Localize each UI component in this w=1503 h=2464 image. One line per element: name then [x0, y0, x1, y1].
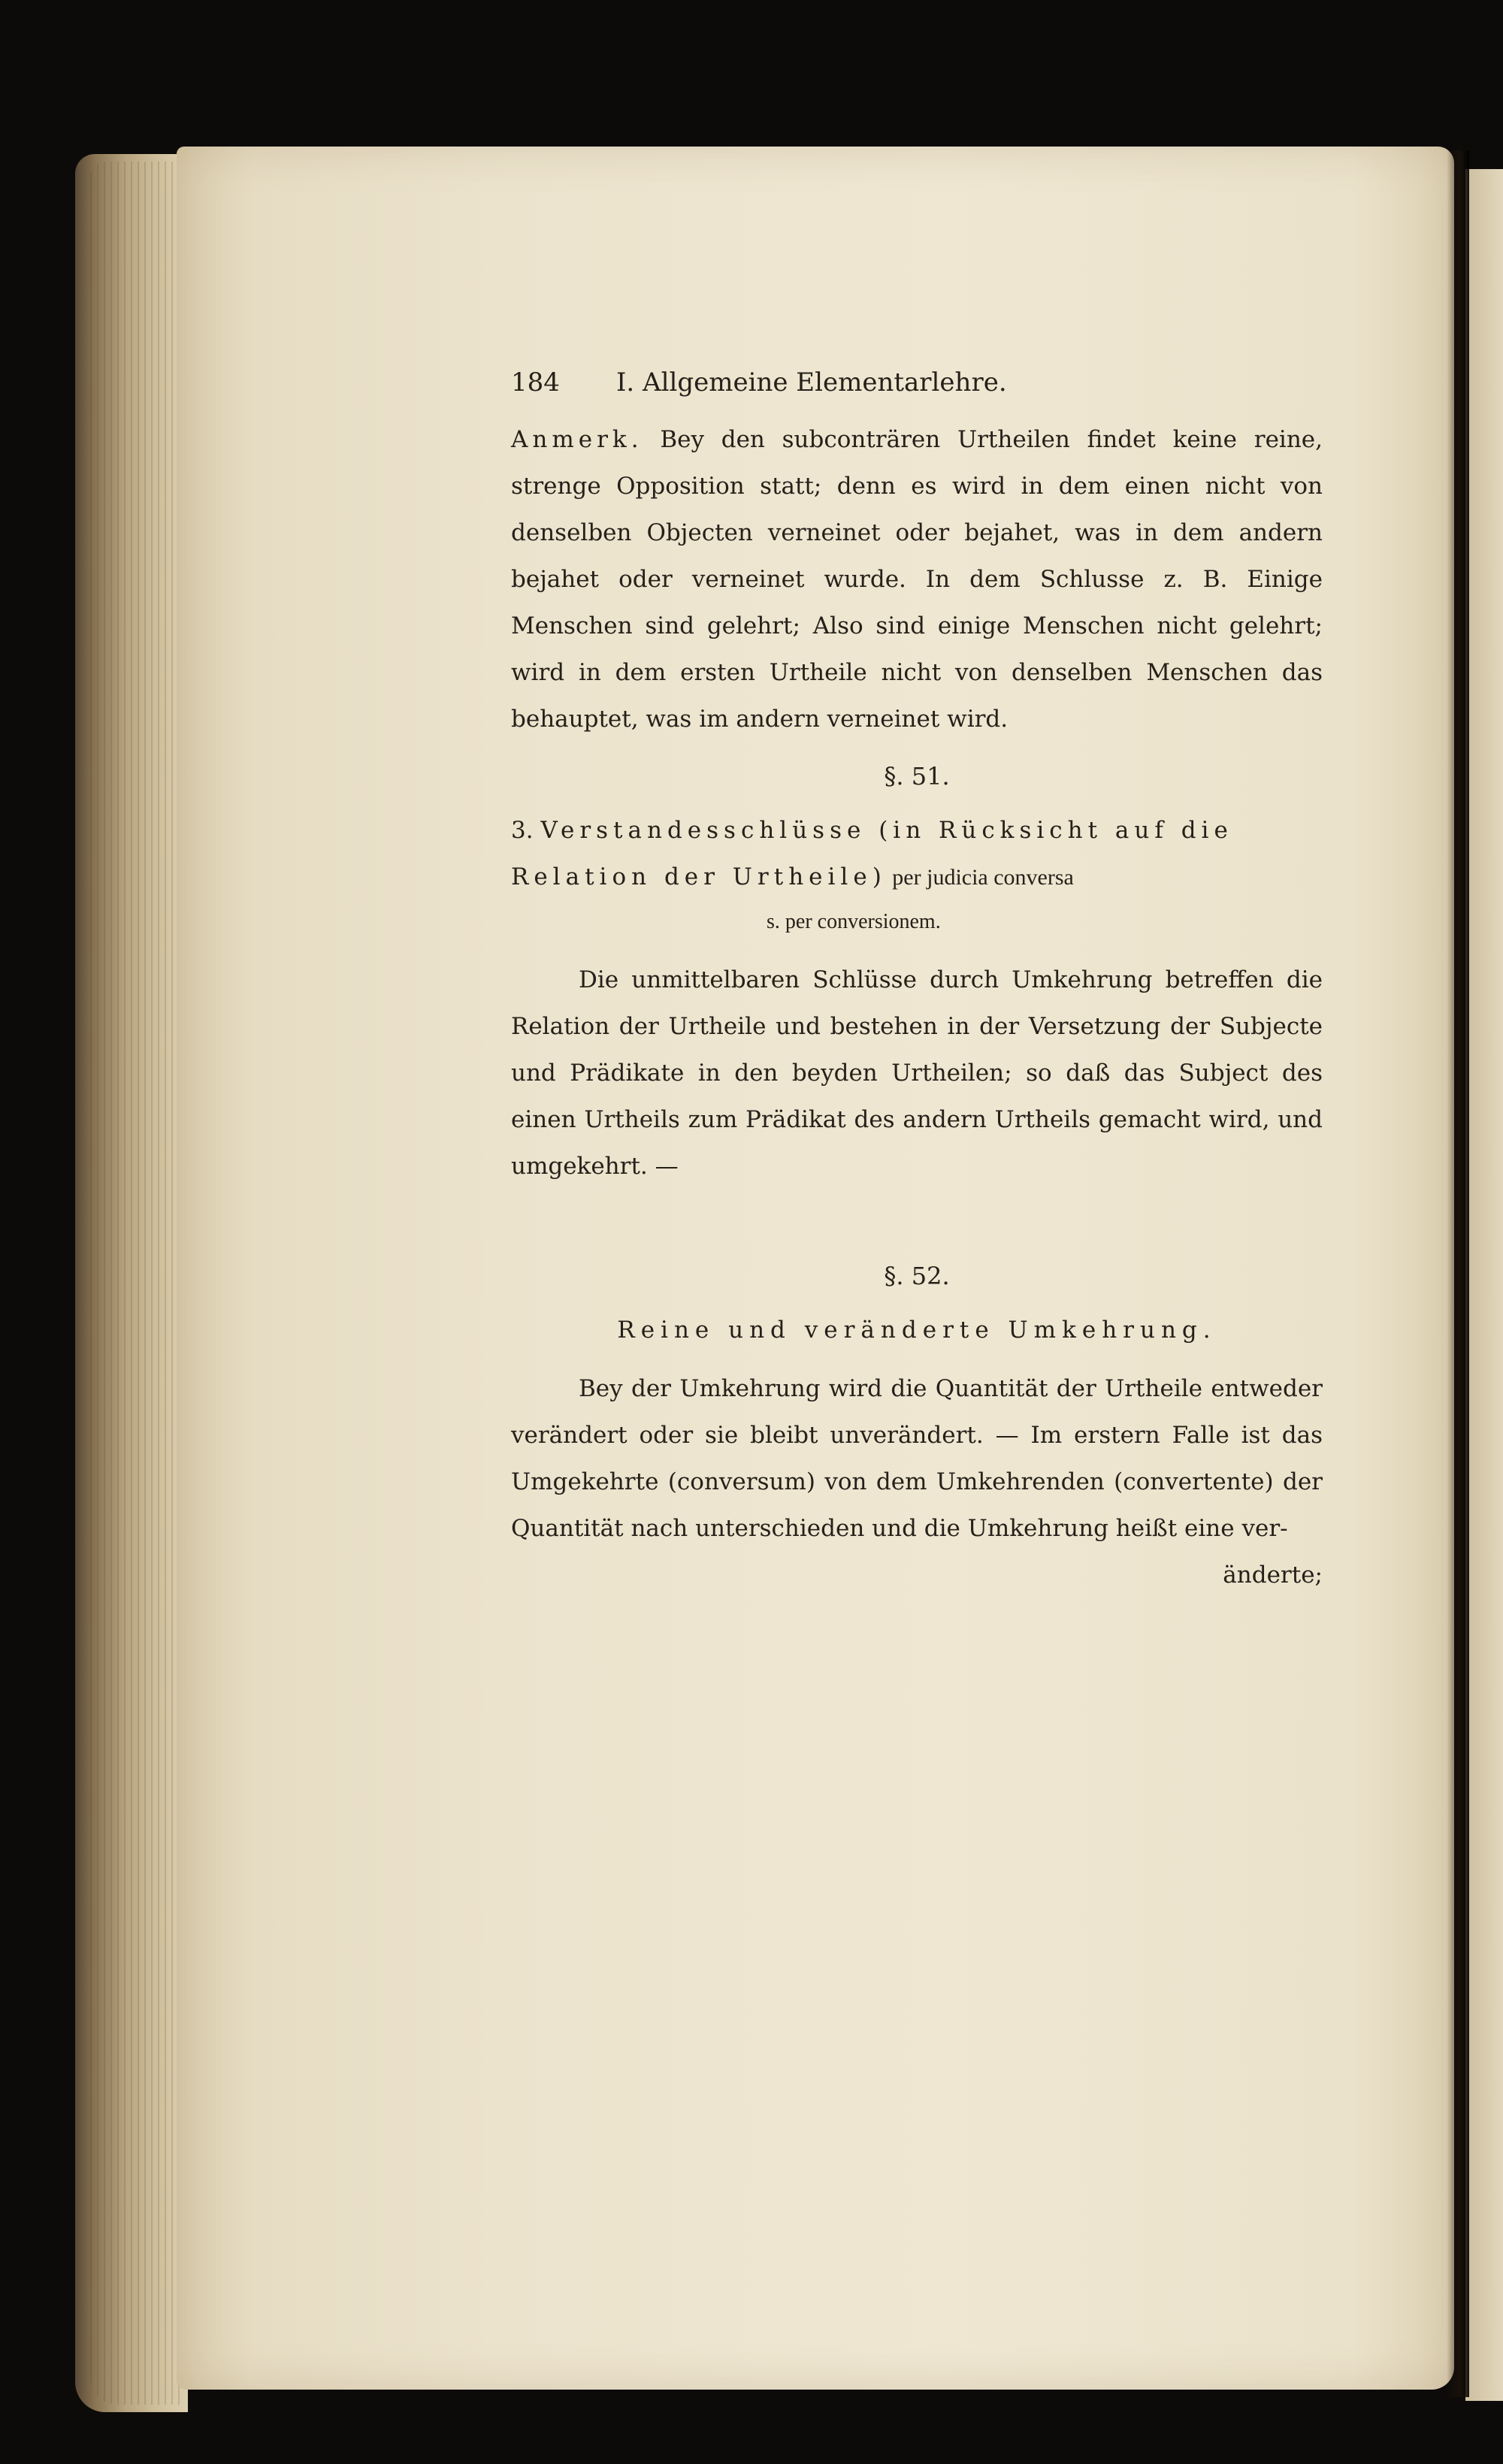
section-51-body: Die unmittelbaren Schlüsse durch Umkehrung betreffen die Relation der Urtheile und bestehen in der Versetzung der Subjecte und Prädikate in den beyden Urtheilen; so daß das Subject des einen Urtheils zum Prädikat des andern Urtheils gemacht wird, und umgekehrt. — [511, 966, 1323, 1180]
page-number: 184 [511, 367, 560, 398]
section-52-body: Bey der Umkehrung wird die Quantität der Urtheile entweder verändert oder sie bleibt unverändert. — Im erstern Falle ist das Umgekehrte (conversum) von dem Umkehrenden (convertente) der Quantität nach unterschieden und die Umkehrung heißt eine ver- [511, 1375, 1323, 1542]
section-51-heading-text: Verstandesschlüsse (in Rücksicht auf die Relation der Urtheile) [511, 817, 1233, 890]
page-stack [90, 162, 184, 2405]
page-header [511, 359, 1323, 406]
section-52-heading: Reine und veränderte Umkehrung. [617, 1317, 1217, 1344]
section-51-heading [511, 807, 1323, 901]
annotation-label: Anmerk. [511, 426, 643, 453]
section-51-heading-prefix: 3. [511, 817, 541, 844]
gutter-shadow [1447, 150, 1469, 2397]
running-head: I. Allgemeine Elementarlehre. [616, 367, 1007, 398]
spacer [511, 1190, 1323, 1242]
section-51-number: §. 51. [884, 762, 950, 791]
section-51-subline: s. per conversionem. [767, 910, 941, 933]
section-51-heading-latin: per judicia conversa [886, 865, 1074, 890]
catchword: änderte; [1223, 1562, 1323, 1589]
section-52-number: §. 52. [884, 1262, 950, 1290]
page-text [511, 359, 1323, 1598]
annotation-paragraph [511, 416, 1323, 742]
annotation-text: Bey den subconträren Urtheilen findet keine reine, strenge Opposition statt; denn es wird in dem einen nicht von denselben Objecten verneinet oder bejahet, was in dem andern bejahet oder verneinet wurde. In dem Schlusse z. B. Einige Menschen sind gelehrt; Also sind einige Menschen nicht gelehrt; wird in dem ersten Urtheile nicht von denselben Menschen das behauptet, was im andern verneinet wird. [511, 426, 1323, 733]
facing-page-edge [1465, 169, 1503, 2401]
